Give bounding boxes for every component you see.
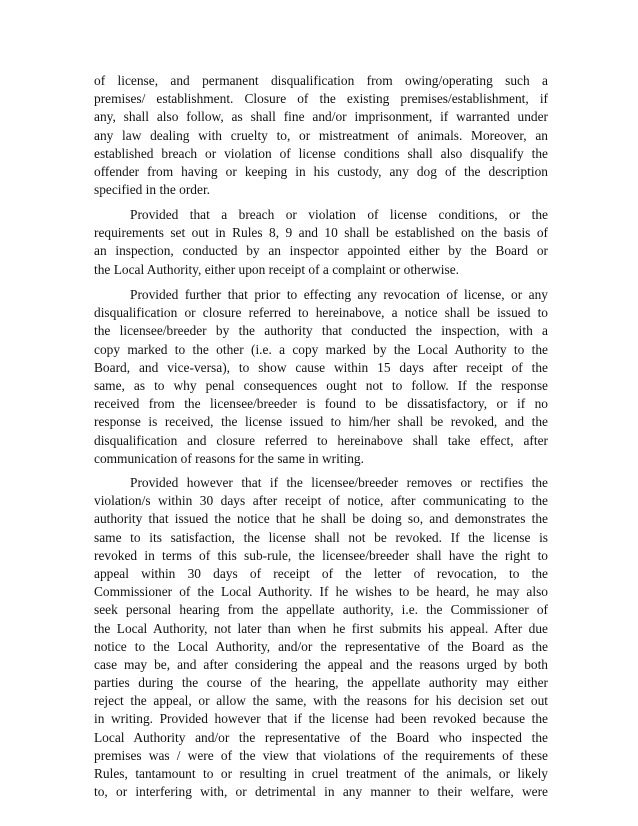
text-line: same to its satisfaction, the license shall not be revoked. If the license is [94, 529, 548, 545]
text-line: Commissioner of the Local Authority. If he wishes to be heard, he may also [94, 584, 548, 600]
paragraph-inspection-proviso [94, 206, 548, 279]
text-line: response is received, the license issued to him/her shall be revoked, and the [94, 414, 548, 430]
text-line: reject the appeal, or allow the same, with the reasons for his decision set out [94, 693, 548, 709]
text-line: revoked in terms of this sub-rule, the licensee/breeder shall have the right to [94, 547, 548, 563]
text-line: Board, and vice-versa), to show cause within 15 days after receipt of the [94, 359, 548, 375]
text-line: the licensee/breeder by the authority that conducted the inspection, with a [94, 323, 548, 339]
text-line: any, shall also follow, as shall fine and/or imprisonment, if warranted under [94, 109, 548, 125]
text-line: case may be, and after considering the appeal and the reasons urged by both [94, 656, 548, 672]
text-line: authority that issued the notice that he shall be doing so, and demonstrates the [94, 511, 548, 527]
text-line: Provided further that prior to effecting any revocation of license, or any [130, 287, 548, 302]
text-line: Provided however that if the licensee/breeder removes or rectifies the [130, 475, 548, 490]
text-line: offender from having or keeping in his custody, any dog of the description [94, 163, 548, 179]
text-line: disqualification and closure referred to hereinabove shall take effect, after [94, 432, 548, 448]
text-line: parties during the course of the hearing, the appellate authority may either [94, 675, 548, 691]
text-line: of license, and permanent disqualification from owing/operating such a [94, 73, 548, 88]
text-line: any law dealing with cruelty to, or mistreatment of animals. Moreover, an [94, 127, 548, 143]
text-line: the Local Authority, either upon receipt of a complaint or otherwise. [94, 261, 460, 277]
text-line: premises/ establishment. Closure of the existing premises/establishment, if [94, 91, 548, 107]
text-line: to, or interfering with, or detrimental in any manner to their welfare, were [94, 784, 548, 800]
text-line: the Local Authority, not later than when he first submits his appeal. After due [94, 620, 548, 636]
text-line: established breach or violation of license conditions shall also disqualify the [94, 145, 548, 161]
text-line: Rules, tantamount to or resulting in cruel treatment of the animals, or likely [94, 766, 548, 781]
paragraph-notice-proviso [94, 286, 548, 468]
text-line: seek personal hearing from the appellate authority, i.e. the Commissioner of [94, 602, 548, 618]
text-line: requirements set out in Rules 8, 9 and 10 shall be established on the basis of [94, 225, 548, 241]
text-line: violation/s within 30 days after receipt of notice, after communicating to the [94, 493, 548, 509]
text-line: notice to the Local Authority, and/or the representative of the Board as the [94, 638, 548, 654]
text-line: appeal within 30 days of receipt of the letter of revocation, to the [94, 565, 548, 581]
text-line: same, as to why penal consequences ought not to follow. If the response [94, 377, 548, 393]
text-line: an inspection, conducted by an inspector appointed either by the Board or [94, 243, 548, 259]
paragraph-license-disqualification [94, 72, 548, 199]
text-line: Provided that a breach or violation of license conditions, or the [130, 207, 548, 222]
text-line: premises was / were of the view that violations of the requirements of these [94, 747, 548, 763]
text-line: copy marked to the other (i.e. a copy marked by the Local Authority to the [94, 341, 548, 357]
text-line: in writing. Provided however that if the license had been revoked because the [94, 711, 548, 727]
text-line: received from the licensee/breeder is found to be dissatisfactory, or if no [94, 396, 548, 412]
text-line: communication of reasons for the same in writing. [94, 450, 364, 466]
text-line: specified in the order. [94, 182, 211, 198]
text-line: disqualification or closure referred to hereinabove, a notice shall be issued to [94, 305, 548, 321]
paragraph-appeal-proviso [94, 474, 548, 801]
text-line: Local Authority and/or the representative of the Board who inspected the [94, 729, 548, 745]
